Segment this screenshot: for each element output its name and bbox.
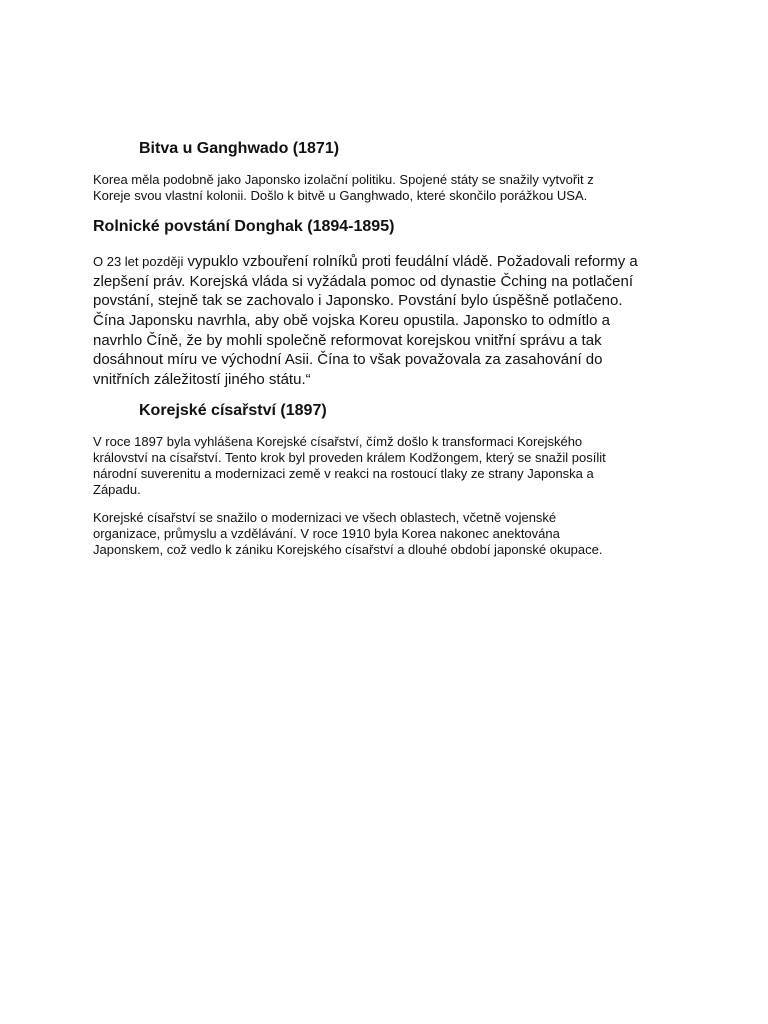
heading-rolnicke-povstani-donghak: Rolnické povstání Donghak (1894-1895) — [93, 218, 395, 235]
text-line-lead: O 23 let později — [93, 254, 184, 269]
text-line: národní suverenitu a modernizaci země v reakci na rostoucí tlaky ze strany Japonska a — [93, 466, 594, 481]
text-line: zlepšení práv. Korejská vláda si vyžádala pomoc od dynastie Čching na potlačení — [93, 272, 634, 290]
text-line: Koreje svou vlastní kolonii. Došlo k bitvě u Ganghwado, které skončilo porážkou USA. — [93, 188, 588, 203]
paragraph-ganghwado — [93, 172, 594, 204]
text-line: dosáhnout míru ve východní Asii. Čína to však považovala za zasahování do — [93, 351, 603, 369]
text-line — [93, 252, 638, 272]
text-line: Korea měla podobně jako Japonsko izolační politiku. Spojené státy se snažily vytvořit z — [93, 172, 594, 187]
text-line: království na císařství. Tento krok byl proveden králem Kodžongem, který se snažil posílit — [93, 450, 606, 465]
text-line: V roce 1897 byla vyhlášena Korejské císařství, čímž došlo k transformaci Korejského — [93, 434, 583, 449]
paragraph-donghak — [93, 252, 638, 390]
text-line-rest: vypuklo vzbouření rolníků proti feudální vládě. Požadovali reformy a — [183, 253, 638, 270]
heading-bitva-u-ganghwado: Bitva u Ganghwado (1871) — [139, 140, 340, 157]
text-line: navrhlo Číně, že by mohli společně reformovat korejskou vnitřní správu a tak — [93, 331, 602, 349]
text-line: organizace, průmyslu a vzdělávání. V roce 1910 byla Korea nakonec anektována — [93, 526, 560, 541]
paragraph-cisarstvi-1 — [93, 434, 606, 498]
text-line: Západu. — [93, 482, 141, 497]
text-line: Korejské císařství se snažilo o modernizaci ve všech oblastech, včetně vojenské — [93, 510, 557, 525]
text-line: povstání, stejně tak se zachovalo i Japonsko. Povstání bylo úspěšně potlačeno. — [93, 292, 623, 310]
text-line: Čína Japonsku navrhla, aby obě vojska Koreu opustila. Japonsko to odmítlo a — [93, 312, 610, 330]
paragraph-cisarstvi-2 — [93, 510, 602, 558]
text-line: Japonskem, což vedlo k zániku Korejského císařství a dlouhé období japonské okupace. — [93, 542, 603, 557]
text-line: vnitřních záležitostí jiného státu.“ — [93, 371, 311, 389]
heading-korejske-cisarstvi: Korejské císařství (1897) — [139, 402, 327, 419]
